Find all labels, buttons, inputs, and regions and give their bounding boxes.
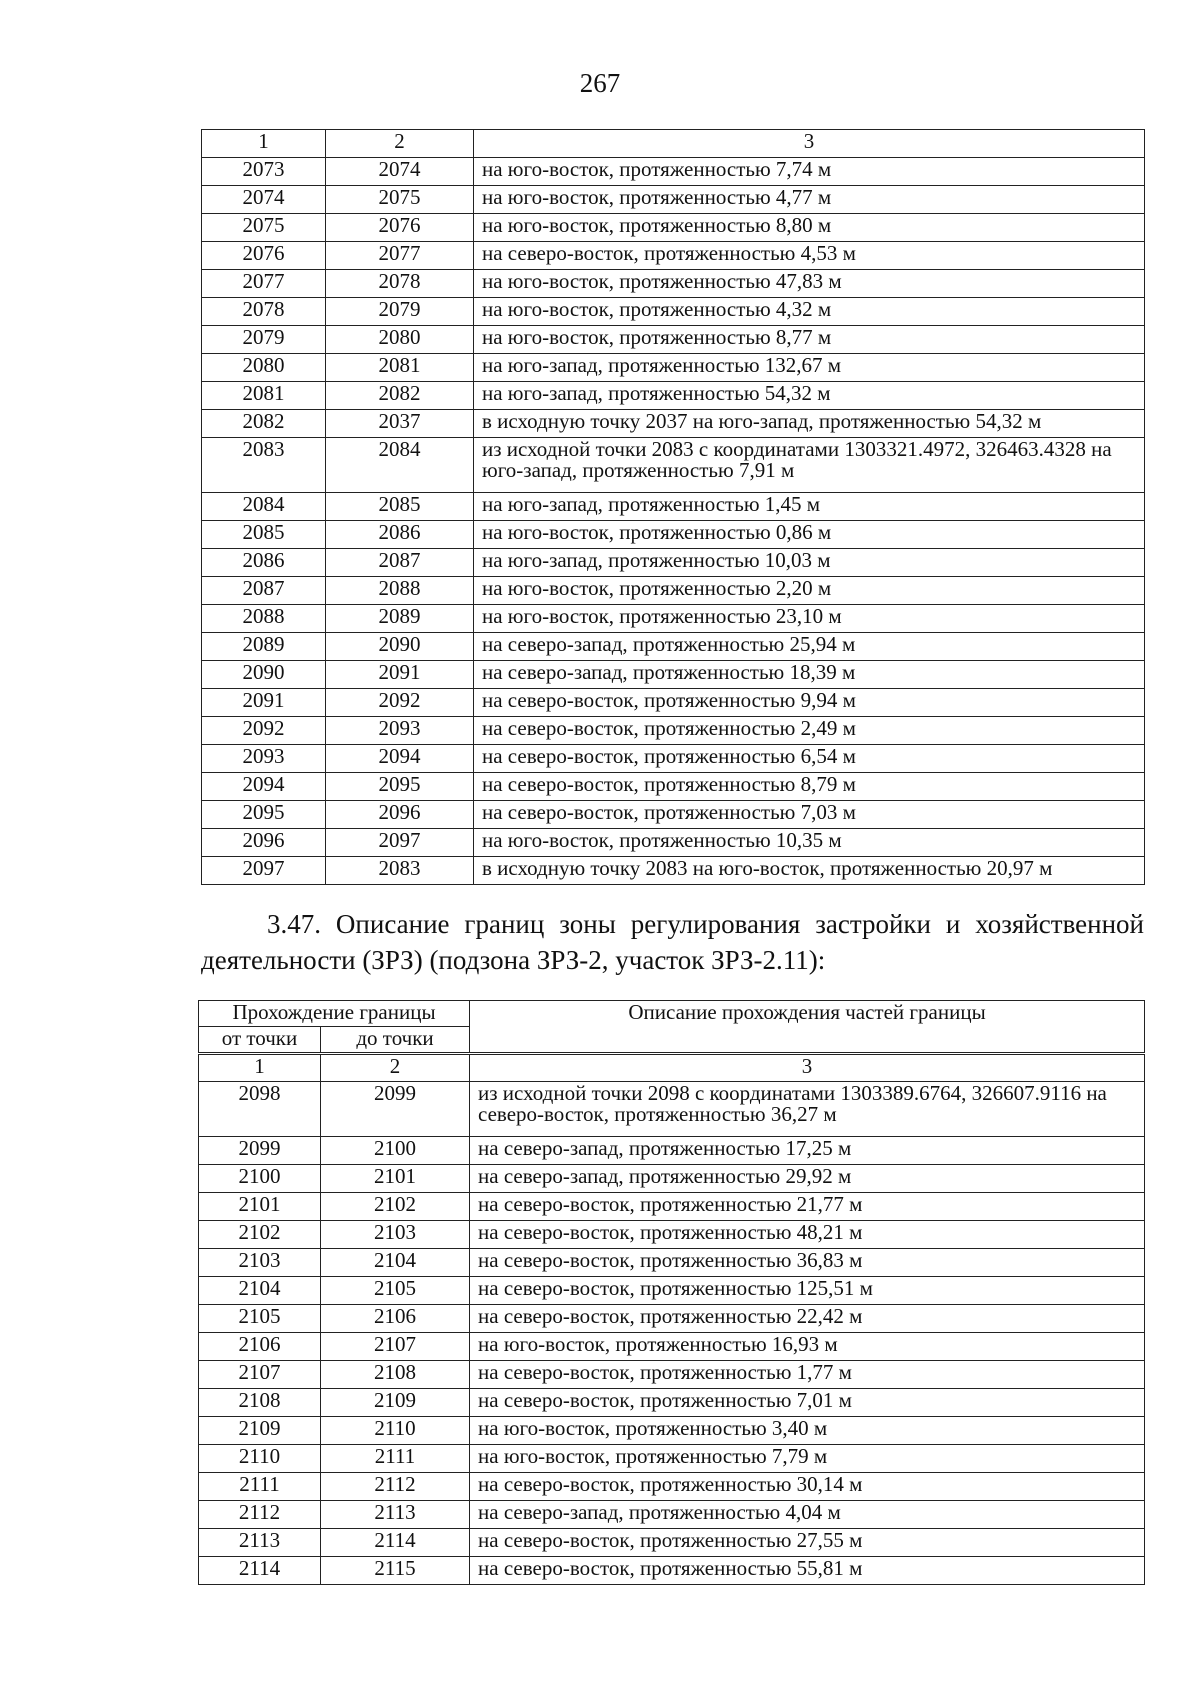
to-point-cell: 2107: [321, 1333, 470, 1361]
section-heading: 3.47. Описание границ зоны регулирования застройки и хозяйственной деятельности (ЗРЗ) (подзона ЗРЗ-2, участок ЗРЗ-2.11):: [201, 909, 1144, 975]
to-point-cell: 2096: [326, 801, 474, 829]
table-row: [199, 1389, 1145, 1417]
from-point-cell: 2092: [202, 717, 326, 745]
from-point-cell: 2108: [199, 1389, 321, 1417]
table-row: [199, 1249, 1145, 1277]
from-point-cell: 2111: [199, 1473, 321, 1501]
to-point-cell: 2101: [321, 1165, 470, 1193]
description-cell: на юго-восток, протяженностью 8,77 м: [474, 326, 1145, 354]
description-cell: на северо-запад, протяженностью 4,04 м: [470, 1501, 1145, 1529]
column-number-1: 1: [202, 130, 326, 158]
from-point-cell: 2103: [199, 1249, 321, 1277]
description-cell: на юго-восток, протяженностью 2,20 м: [474, 577, 1145, 605]
table-row: [202, 577, 1145, 605]
to-point-cell: 2085: [326, 493, 474, 521]
table-row: [202, 801, 1145, 829]
description-cell: на юго-восток, протяженностью 10,35 м: [474, 829, 1145, 857]
description-cell: на северо-запад, протяженностью 17,25 м: [470, 1137, 1145, 1165]
from-point-cell: 2093: [202, 745, 326, 773]
table-row: [199, 1137, 1145, 1165]
table-row: [202, 857, 1145, 885]
to-point-cell: 2080: [326, 326, 474, 354]
description-cell: на юго-восток, протяженностью 7,79 м: [470, 1445, 1145, 1473]
description-cell: на юго-восток, протяженностью 23,10 м: [474, 605, 1145, 633]
table-row: [199, 1501, 1145, 1529]
to-point-cell: 2097: [326, 829, 474, 857]
from-point-cell: 2102: [199, 1221, 321, 1249]
boundary-table-zrz-2-11: [198, 1000, 1145, 1585]
from-point-cell: 2109: [199, 1417, 321, 1445]
description-cell: на северо-восток, протяженностью 2,49 м: [474, 717, 1145, 745]
column-number-2: 2: [326, 130, 474, 158]
table-row: [199, 1361, 1145, 1389]
description-cell: на северо-восток, протяженностью 48,21 м: [470, 1221, 1145, 1249]
from-point-cell: 2100: [199, 1165, 321, 1193]
description-cell: на юго-запад, протяженностью 54,32 м: [474, 382, 1145, 410]
from-point-cell: 2113: [199, 1529, 321, 1557]
table-row: [202, 326, 1145, 354]
from-point-cell: 2085: [202, 521, 326, 549]
table-row: [202, 661, 1145, 689]
description-cell: на северо-восток, протяженностью 27,55 м: [470, 1529, 1145, 1557]
from-point-cell: 2076: [202, 242, 326, 270]
from-point-cell: 2079: [202, 326, 326, 354]
column-number-3: 3: [474, 130, 1145, 158]
table-row: [202, 689, 1145, 717]
to-point-cell: 2086: [326, 521, 474, 549]
from-point-cell: 2073: [202, 158, 326, 186]
header-description: Описание прохождения частей границы: [470, 1001, 1145, 1054]
table-row: [199, 1277, 1145, 1305]
to-point-cell: 2082: [326, 382, 474, 410]
description-cell: на северо-восток, протяженностью 36,83 м: [470, 1249, 1145, 1277]
to-point-cell: 2093: [326, 717, 474, 745]
table-row: [202, 410, 1145, 438]
from-point-cell: 2084: [202, 493, 326, 521]
from-point-cell: 2114: [199, 1557, 321, 1585]
from-point-cell: 2088: [202, 605, 326, 633]
table-row: [199, 1193, 1145, 1221]
table-row: [202, 717, 1145, 745]
description-cell: на юго-восток, протяженностью 3,40 м: [470, 1417, 1145, 1445]
from-point-cell: 2112: [199, 1501, 321, 1529]
table-row: [199, 1305, 1145, 1333]
to-point-cell: 2103: [321, 1221, 470, 1249]
table-row: [202, 493, 1145, 521]
description-cell: на северо-восток, протяженностью 125,51 м: [470, 1277, 1145, 1305]
table-row: [202, 158, 1145, 186]
to-point-cell: 2111: [321, 1445, 470, 1473]
from-point-cell: 2080: [202, 354, 326, 382]
to-point-cell: 2110: [321, 1417, 470, 1445]
description-cell: из исходной точки 2098 с координатами 1303389.6764, 326607.9116 на северо-восток, протяженностью 36,27 м: [470, 1082, 1145, 1137]
to-point-cell: 2094: [326, 745, 474, 773]
to-point-cell: 2087: [326, 549, 474, 577]
description-cell: на юго-восток, протяженностью 4,77 м: [474, 186, 1145, 214]
to-point-cell: 2099: [321, 1082, 470, 1137]
table-row: [202, 549, 1145, 577]
boundary-table-continued: [201, 129, 1145, 885]
table-row: [202, 270, 1145, 298]
table-row: [199, 1529, 1145, 1557]
to-point-cell: 2089: [326, 605, 474, 633]
to-point-cell: 2095: [326, 773, 474, 801]
table-header-row: [199, 1001, 1145, 1027]
from-point-cell: 2081: [202, 382, 326, 410]
to-point-cell: 2104: [321, 1249, 470, 1277]
from-point-cell: 2096: [202, 829, 326, 857]
description-cell: из исходной точки 2083 с координатами 1303321.4972, 326463.4328 на юго-запад, протяженностью 7,91 м: [474, 438, 1145, 493]
column-number-2: 2: [321, 1054, 470, 1082]
from-point-cell: 2106: [199, 1333, 321, 1361]
table-row: [202, 605, 1145, 633]
description-cell: на северо-восток, протяженностью 55,81 м: [470, 1557, 1145, 1585]
table-row: [199, 1165, 1145, 1193]
to-point-cell: 2081: [326, 354, 474, 382]
from-point-cell: 2087: [202, 577, 326, 605]
to-point-cell: 2108: [321, 1361, 470, 1389]
table-row: [199, 1445, 1145, 1473]
from-point-cell: 2075: [202, 214, 326, 242]
to-point-cell: 2105: [321, 1277, 470, 1305]
description-cell: на юго-запад, протяженностью 1,45 м: [474, 493, 1145, 521]
to-point-cell: 2091: [326, 661, 474, 689]
to-point-cell: 2078: [326, 270, 474, 298]
to-point-cell: 2077: [326, 242, 474, 270]
description-cell: на северо-восток, протяженностью 21,77 м: [470, 1193, 1145, 1221]
table-row: [199, 1082, 1145, 1137]
table-row: [202, 438, 1145, 493]
from-point-cell: 2090: [202, 661, 326, 689]
to-point-cell: 2112: [321, 1473, 470, 1501]
table-row: [202, 354, 1145, 382]
description-cell: в исходную точку 2083 на юго-восток, протяженностью 20,97 м: [474, 857, 1145, 885]
description-cell: на юго-восток, протяженностью 8,80 м: [474, 214, 1145, 242]
header-from-point: от точки: [199, 1027, 321, 1054]
from-point-cell: 2101: [199, 1193, 321, 1221]
to-point-cell: 2092: [326, 689, 474, 717]
description-cell: на юго-запад, протяженностью 132,67 м: [474, 354, 1145, 382]
to-point-cell: 2079: [326, 298, 474, 326]
table-row: [202, 521, 1145, 549]
to-point-cell: 2115: [321, 1557, 470, 1585]
to-point-cell: 2090: [326, 633, 474, 661]
table-row: [202, 214, 1145, 242]
table-row: [202, 298, 1145, 326]
table-row: [202, 633, 1145, 661]
description-cell: на северо-восток, протяженностью 30,14 м: [470, 1473, 1145, 1501]
to-point-cell: 2076: [326, 214, 474, 242]
to-point-cell: 2100: [321, 1137, 470, 1165]
description-cell: на юго-запад, протяженностью 10,03 м: [474, 549, 1145, 577]
to-point-cell: 2037: [326, 410, 474, 438]
table-row: [199, 1473, 1145, 1501]
to-point-cell: 2088: [326, 577, 474, 605]
to-point-cell: 2106: [321, 1305, 470, 1333]
description-cell: на северо-восток, протяженностью 4,53 м: [474, 242, 1145, 270]
description-cell: на юго-восток, протяженностью 47,83 м: [474, 270, 1145, 298]
from-point-cell: 2098: [199, 1082, 321, 1137]
table-row: [199, 1221, 1145, 1249]
description-cell: на юго-восток, протяженностью 7,74 м: [474, 158, 1145, 186]
from-point-cell: 2077: [202, 270, 326, 298]
description-cell: на северо-восток, протяженностью 7,03 м: [474, 801, 1145, 829]
from-point-cell: 2091: [202, 689, 326, 717]
description-cell: на юго-восток, протяженностью 16,93 м: [470, 1333, 1145, 1361]
to-point-cell: 2083: [326, 857, 474, 885]
from-point-cell: 2074: [202, 186, 326, 214]
table-row: [199, 1333, 1145, 1361]
table-row: [202, 829, 1145, 857]
table-row: [202, 186, 1145, 214]
description-cell: на северо-восток, протяженностью 7,01 м: [470, 1389, 1145, 1417]
from-point-cell: 2099: [199, 1137, 321, 1165]
to-point-cell: 2113: [321, 1501, 470, 1529]
from-point-cell: 2097: [202, 857, 326, 885]
table-row: [199, 1417, 1145, 1445]
column-number-3: 3: [470, 1054, 1145, 1082]
to-point-cell: 2075: [326, 186, 474, 214]
description-cell: на северо-восток, протяженностью 1,77 м: [470, 1361, 1145, 1389]
to-point-cell: 2074: [326, 158, 474, 186]
table-row: [202, 745, 1145, 773]
description-cell: на юго-восток, протяженностью 4,32 м: [474, 298, 1145, 326]
from-point-cell: 2110: [199, 1445, 321, 1473]
from-point-cell: 2089: [202, 633, 326, 661]
column-numbers-row: [199, 1054, 1145, 1082]
from-point-cell: 2095: [202, 801, 326, 829]
table-row: [202, 773, 1145, 801]
to-point-cell: 2109: [321, 1389, 470, 1417]
header-to-point: до точки: [321, 1027, 470, 1054]
description-cell: на северо-восток, протяженностью 6,54 м: [474, 745, 1145, 773]
to-point-cell: 2114: [321, 1529, 470, 1557]
from-point-cell: 2105: [199, 1305, 321, 1333]
description-cell: на северо-запад, протяженностью 25,94 м: [474, 633, 1145, 661]
description-cell: на северо-запад, протяженностью 18,39 м: [474, 661, 1145, 689]
to-point-cell: 2084: [326, 438, 474, 493]
column-number-1: 1: [199, 1054, 321, 1082]
from-point-cell: 2078: [202, 298, 326, 326]
description-cell: в исходную точку 2037 на юго-запад, протяженностью 54,32 м: [474, 410, 1145, 438]
from-point-cell: 2104: [199, 1277, 321, 1305]
from-point-cell: 2082: [202, 410, 326, 438]
from-point-cell: 2083: [202, 438, 326, 493]
description-cell: на юго-восток, протяженностью 0,86 м: [474, 521, 1145, 549]
to-point-cell: 2102: [321, 1193, 470, 1221]
page-number: 267: [579, 68, 621, 98]
description-cell: на северо-восток, протяженностью 9,94 м: [474, 689, 1145, 717]
table-header-row: [202, 130, 1145, 158]
table-row: [202, 382, 1145, 410]
from-point-cell: 2094: [202, 773, 326, 801]
table-row: [199, 1557, 1145, 1585]
from-point-cell: 2086: [202, 549, 326, 577]
table-row: [202, 242, 1145, 270]
description-cell: на северо-восток, протяженностью 22,42 м: [470, 1305, 1145, 1333]
group-header-boundary: Прохождение границы: [199, 1001, 470, 1027]
description-cell: на северо-запад, протяженностью 29,92 м: [470, 1165, 1145, 1193]
from-point-cell: 2107: [199, 1361, 321, 1389]
description-cell: на северо-восток, протяженностью 8,79 м: [474, 773, 1145, 801]
